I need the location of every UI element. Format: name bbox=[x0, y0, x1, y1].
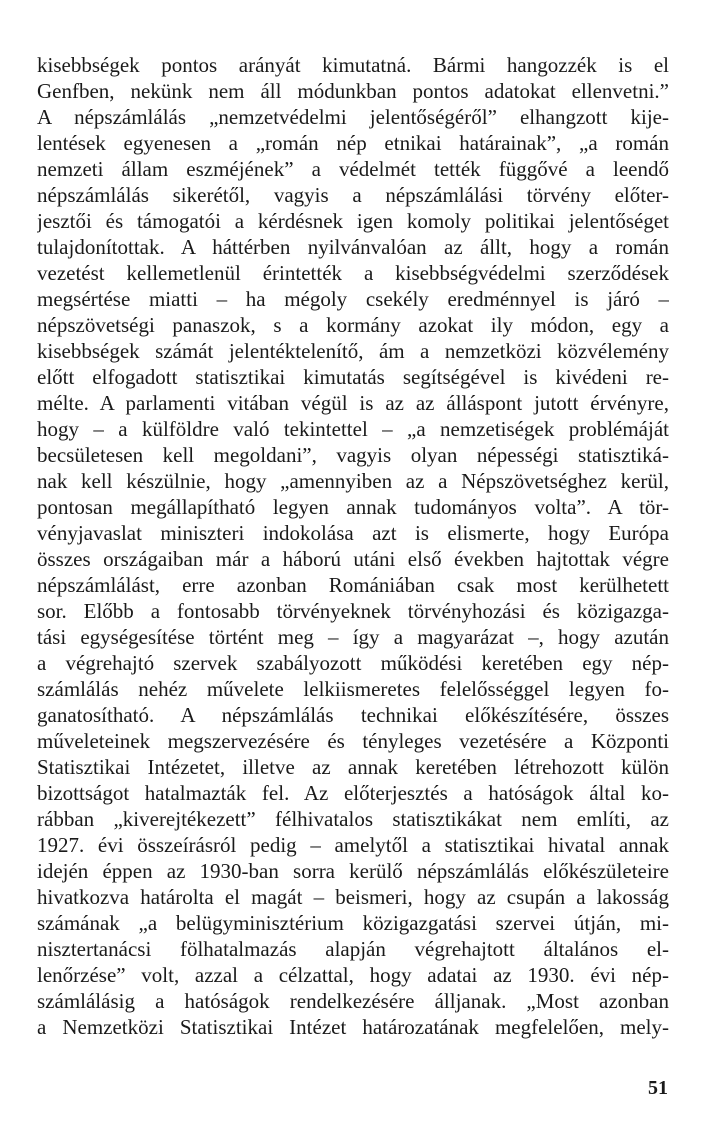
text-line: 1927. évi összeírásról pedig – amelytől a statisztikai hivatal annak bbox=[37, 833, 669, 857]
text-line: mélte. A parlamenti vitában végül is az az álláspont jutott érvényre, bbox=[37, 391, 669, 415]
text-line: ganatosítható. A népszámlálás technikai előkészítésére, összes bbox=[37, 703, 669, 727]
page-number: 51 bbox=[648, 1077, 668, 1099]
text-line: vényjavaslat miniszteri indokolása azt is elismerte, hogy Európa bbox=[37, 521, 669, 545]
text-line: lenőrzése” volt, azzal a célzattal, hogy adatai az 1930. évi nép- bbox=[37, 963, 669, 987]
text-line: nisztertanácsi fölhatalmazás alapján végrehajtott általános el- bbox=[37, 937, 669, 961]
text-line: pontosan megállapítható legyen annak tudományos volta”. A tör- bbox=[37, 495, 669, 519]
text-line: nak kell készülnie, hogy „amennyiben az a Népszövetséghez kerül, bbox=[37, 469, 669, 493]
text-line: bizottságot hatalmazták fel. Az előterjesztés a hatóságok által ko- bbox=[37, 781, 669, 805]
text-line: műveleteinek megszervezésére és tényleges vezetésére a Központi bbox=[37, 729, 669, 753]
text-line: számlálás nehéz művelete lelkiismeretes felelősséggel legyen fo- bbox=[37, 677, 669, 701]
text-line: Genfben, nekünk nem áll módunkban pontos adatokat ellenvetni.” bbox=[37, 79, 669, 103]
page-body bbox=[37, 52, 669, 1040]
text-line: számának „a belügyminisztérium közigazgatási szervei útján, mi- bbox=[37, 911, 669, 935]
text-line: becsületesen kell megoldani”, vagyis olyan népességi statisztiká- bbox=[37, 443, 669, 467]
text-line: tulajdonítottak. A háttérben nyilvánvalóan az állt, hogy a román bbox=[37, 235, 669, 259]
text-line: vezetést kellemetlenül érintették a kisebbségvédelmi szerződések bbox=[37, 261, 669, 285]
text-line: rábban „kiverejtékezett” félhivatalos statisztikákat nem említi, az bbox=[37, 807, 669, 831]
text-line: a végrehajtó szervek szabályozott működési keretében egy nép- bbox=[37, 651, 669, 675]
text-line: számlálásig a hatóságok rendelkezésére álljanak. „Most azonban bbox=[37, 989, 669, 1013]
text-line: A népszámlálás „nemzetvédelmi jelentőségéről” elhangzott kije- bbox=[37, 105, 669, 129]
text-line: összes országaiban már a háború utáni első években hajtottak végre bbox=[37, 547, 669, 571]
text-line: a Nemzetközi Statisztikai Intézet határozatának megfelelően, mely- bbox=[37, 1015, 669, 1039]
text-line: kisebbségek pontos arányát kimutatná. Bármi hangozzék is el bbox=[37, 53, 669, 77]
text-line: népszámlálás sikerétől, vagyis a népszámlálási törvény előter- bbox=[37, 183, 669, 207]
text-line: hivatkozva határolta el magát – beismeri, hogy az csupán a lakosság bbox=[37, 885, 669, 909]
text-line: idején éppen az 1930-ban sorra kerülő népszámlálás előkészületeire bbox=[37, 859, 669, 883]
text-line: Statisztikai Intézetet, illetve az annak keretében létrehozott külön bbox=[37, 755, 669, 779]
text-line: tási egységesítése történt meg – így a magyarázat –, hogy azután bbox=[37, 625, 669, 649]
text-line: sor. Előbb a fontosabb törvényeknek törvényhozási és közigazga- bbox=[37, 599, 669, 623]
text-line: megsértése miatti – ha mégoly csekély eredménnyel is járó – bbox=[37, 287, 669, 311]
text-line: népszámlálást, erre azonban Romániában csak most kerülhetett bbox=[37, 573, 669, 597]
text-line: kisebbségek számát jelentéktelenítő, ám a nemzetközi közvélemény bbox=[37, 339, 669, 363]
text-line: jesztői és támogatói a kérdésnek igen komoly politikai jelentőséget bbox=[37, 209, 669, 233]
text-line: lentések egyenesen a „román nép etnikai határainak”, „a román bbox=[37, 131, 669, 155]
text-line: hogy – a külföldre való tekintettel – „a nemzetiségek problémáját bbox=[37, 417, 669, 441]
text-line: előtt elfogadott statisztikai kimutatás segítségével is kivédeni re- bbox=[37, 365, 669, 389]
text-line: népszövetségi panaszok, s a kormány azokat ily módon, egy a bbox=[37, 313, 669, 337]
text-line: nemzeti állam eszméjének” a védelmét tették függővé a leendő bbox=[37, 157, 669, 181]
